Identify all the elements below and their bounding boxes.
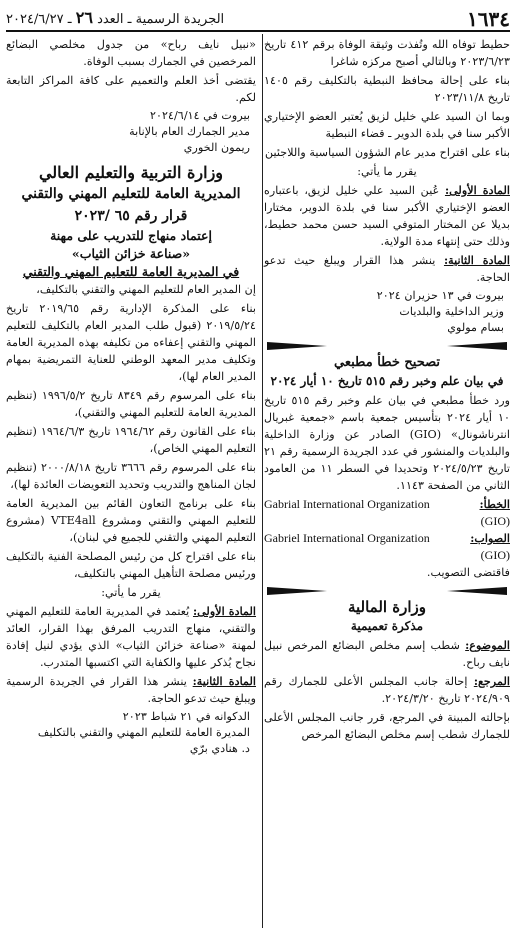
article-label: المادة الثانية: xyxy=(443,253,510,267)
article-label: المادة الأولى: xyxy=(192,604,257,618)
article-label: المادة الأولى: xyxy=(444,183,510,197)
reference-label: المرجع: xyxy=(473,674,510,688)
article-text: يُعتمد في المديرية العامة للتعليم المهني والتقني، منهاج التدريب المرفق بهذا القرار، العائد لمهنة «صناعة خزائن الثياب» الذي يؤدي لنيل إفادة نجاح يُذكر عليها والكفاية التي اكتسبها المتدرب. xyxy=(6,605,256,669)
error-abbr: (GIO) xyxy=(480,514,510,528)
section-divider xyxy=(264,342,510,350)
decides-line: يقرر ما يأتي: xyxy=(357,165,417,178)
paragraph: بناء على المرسوم رقم ٨٣٤٩ تاريخ ١٩٩٦/٥/٢ (تنظيم المديرية العامة للتعليم المهني والتقني)، xyxy=(6,389,256,419)
article-text: عُين السيد علي خليل لزيق، باعتباره العضو الإختياري الأكبر سنا في بلدة الدوير، مختارا بديلا عن المختار المتوفي السيد حسن محمد حطيط، وذلك حتى إنتهاء مدة الولاية. xyxy=(264,184,510,248)
memo-title: مذكرة تعميمية xyxy=(350,619,424,633)
paragraph: إن المدير العام للتعليم المهني والتقني بالتكليف، xyxy=(36,283,256,296)
page-number: ١٦٣٤ xyxy=(467,7,510,31)
article-2 xyxy=(6,673,256,707)
signature-block xyxy=(6,709,256,757)
article-1 xyxy=(264,182,510,250)
article-1 xyxy=(6,603,256,671)
issue-number: ٢٦ xyxy=(75,8,93,27)
article-label: المادة الثانية: xyxy=(192,674,256,688)
correction-end: فاقتضى التصويب. xyxy=(426,566,510,579)
error-value: Gabrial International Organization xyxy=(264,497,430,511)
signature-block xyxy=(6,108,256,156)
journal-name: الجريدة الرسمية ـ العدد xyxy=(97,12,225,27)
memo-subject xyxy=(264,637,510,671)
correction-body: ورد خطأ مطبعي في بيان علم وخبر رقم ٥١٥ تاريخ ١٠ أيار ٢٠٢٤ بتأسيس جمعية باسم «جمعية غبريال انترناشونال» (GIO) الصادر عن وزارة الداخلية والبلديات والمنشور في عدد الجريدة الرسمية رقم ٢١ تاريخ ٢٠٢٤/٥/٢٣ وتحديدا في السطر ١١ من العامود الثاني من الصفحة ١١٤٣. xyxy=(264,394,511,492)
paragraph: يقتضى أخذ العلم والتعميم على كافة المراكز التابعة لكم. xyxy=(6,74,256,104)
paragraph: بناء على إحالة محافظ النبطية بالتكليف رقم ١٤٠٥ تاريخ ٢٠٢٣/١١/٨ xyxy=(264,74,510,104)
correct-label: الصواب: xyxy=(470,531,510,545)
paragraph: بناء على اقتراح كل من رئيس المصلحة الفنية بالتكليف ورئيس مصلحة التأهيل المهني بالتكليف، xyxy=(6,550,256,580)
subject-label: الموضوع: xyxy=(465,638,511,652)
signature-name: د. هنادي برّي xyxy=(189,742,250,755)
department-line: في المديرية العامة للتعليم المهني والتقني xyxy=(22,264,240,279)
article-text: ينشر هذا القرار ويبلغ حيث تدعو الحاجة. xyxy=(264,254,510,284)
column-divider xyxy=(262,34,263,928)
page-header xyxy=(6,4,510,32)
paragraph: وبما ان السيد علي خليل لزيق يُعتبر العضو الإختياري الأكبر سنا في بلدة الدوير ـ قضاء النبطية xyxy=(264,110,510,140)
paragraph: بناء على المرسوم رقم ٣٦٦٦ تاريخ ٢٠٠٠/٨/١٨ (تنظيم لجان المناهج والتدريب وتحديد التعويضات العائدة لها)، xyxy=(6,461,256,491)
right-column xyxy=(264,36,510,745)
header-title xyxy=(6,8,224,30)
decree-subject-trade: «صناعة خزائن الثياب» xyxy=(71,246,191,261)
paragraph: حطيط توفاه الله وتُفذت وثيقة الوفاة برقم ٤١٢ تاريخ ٢٠٢٣/٦/٢٣ وبالتالي أصبح مركزه شاغرا xyxy=(264,38,510,68)
signature-title: وزير الداخلية والبلديات xyxy=(399,305,504,318)
signature-date: بيروت في ١٣ حزيران ٢٠٢٤ xyxy=(376,289,504,302)
paragraph: بناء على القانون رقم ١٩٦٤/٦٢ تاريخ ١٩٦٤/٦/٣ (تنظيم التعليم المهني الخاص)، xyxy=(6,425,256,455)
reference-text: إحالة جانب المجلس الأعلى للجمارك رقم ٢٠٢٤/٩٠٩ تاريخ ٢٠٢٤/٣/٢٠. xyxy=(264,675,510,705)
article-text: ينشر هذا القرار في الجريدة الرسمية ويبلغ حيث تدعو الحاجة. xyxy=(6,675,256,705)
decree-number: قرار رقم ٦٥ /٢٠٢٣ xyxy=(74,208,188,224)
error-label: الخطأ: xyxy=(479,497,510,511)
article-2 xyxy=(264,252,510,286)
paragraph: بناء على اقتراح مدير عام الشؤون السياسية واللاجئين xyxy=(265,146,510,159)
signature-name: بسام مولوي xyxy=(447,321,504,334)
department-title: المديرية العامة للتعليم المهني والتقني xyxy=(21,186,241,202)
correct-abbr: (GIO) xyxy=(480,548,510,562)
signature-date: الدكوانه في ٢١ شباط ٢٠٢٣ xyxy=(122,710,250,723)
correction-title: تصحيح خطأ مطبعي xyxy=(334,355,440,370)
paragraph: «نبيل نايف رباح» من جدول مخلصي البضائع المرخصين في الجمارك بسبب الوفاة. xyxy=(6,38,256,68)
paragraph: بإحالته المبينة في المرجع، قرر جانب المجلس الأعلى للجمارك شطب إسم مخلص البضائع المرخص xyxy=(264,711,510,741)
correct-line xyxy=(264,530,510,547)
signature-name: ريمون الخوري xyxy=(183,141,250,154)
signature-block xyxy=(264,288,510,336)
subject-text: شطب إسم مخلص البضائع المرخص نبيل نايف رباح. xyxy=(264,639,510,669)
memo-reference xyxy=(264,673,510,707)
paragraph: بناء على برنامج التعاون القائم بين المديرية العامة للتعليم المهني والتقني ومشروع VTE4all (مشروع التعليم المهني والتقني للجميع في لبنان)، xyxy=(6,497,256,544)
paragraph: بناء على المذكرة الإدارية رقم ٢٠١٩/٦٥ تاريخ ٢٠١٩/٥/٢٤ (قبول طلب المدير العام بالتكليف للتعليم المهني والتقني إعفاءه من تكليفه بهذه المديرية العامة وتكليف مدير المعهد الوطني للعناية التمريضية بمهام المدير العام لها)، xyxy=(6,302,256,383)
correction-subtitle: في بيان علم وخبر رقم ٥١٥ تاريخ ١٠ أيار ٢٠٢٤ xyxy=(270,374,504,388)
error-line xyxy=(264,496,510,513)
issue-date: ـ ٢٠٢٤/٦/٢٧ xyxy=(6,12,72,27)
ministry-title: وزارة المالية xyxy=(347,598,427,616)
left-column xyxy=(6,36,256,757)
correct-value: Gabriel International Organization xyxy=(264,531,430,545)
signature-title: مدير الجمارك العام بالإنابة xyxy=(129,125,250,138)
decides-line: يقرر ما يأتي: xyxy=(101,586,161,599)
decree-subject: إعتماد منهاج للتدريب على مهنة xyxy=(50,228,212,243)
section-divider xyxy=(264,587,510,595)
signature-date: بيروت في ٢٠٢٤/٦/١٤ xyxy=(150,109,250,122)
signature-title: المديرة العامة للتعليم المهني والتقني بالتكليف xyxy=(37,726,250,739)
ministry-title: وزارة التربية والتعليم العالي xyxy=(38,163,224,182)
